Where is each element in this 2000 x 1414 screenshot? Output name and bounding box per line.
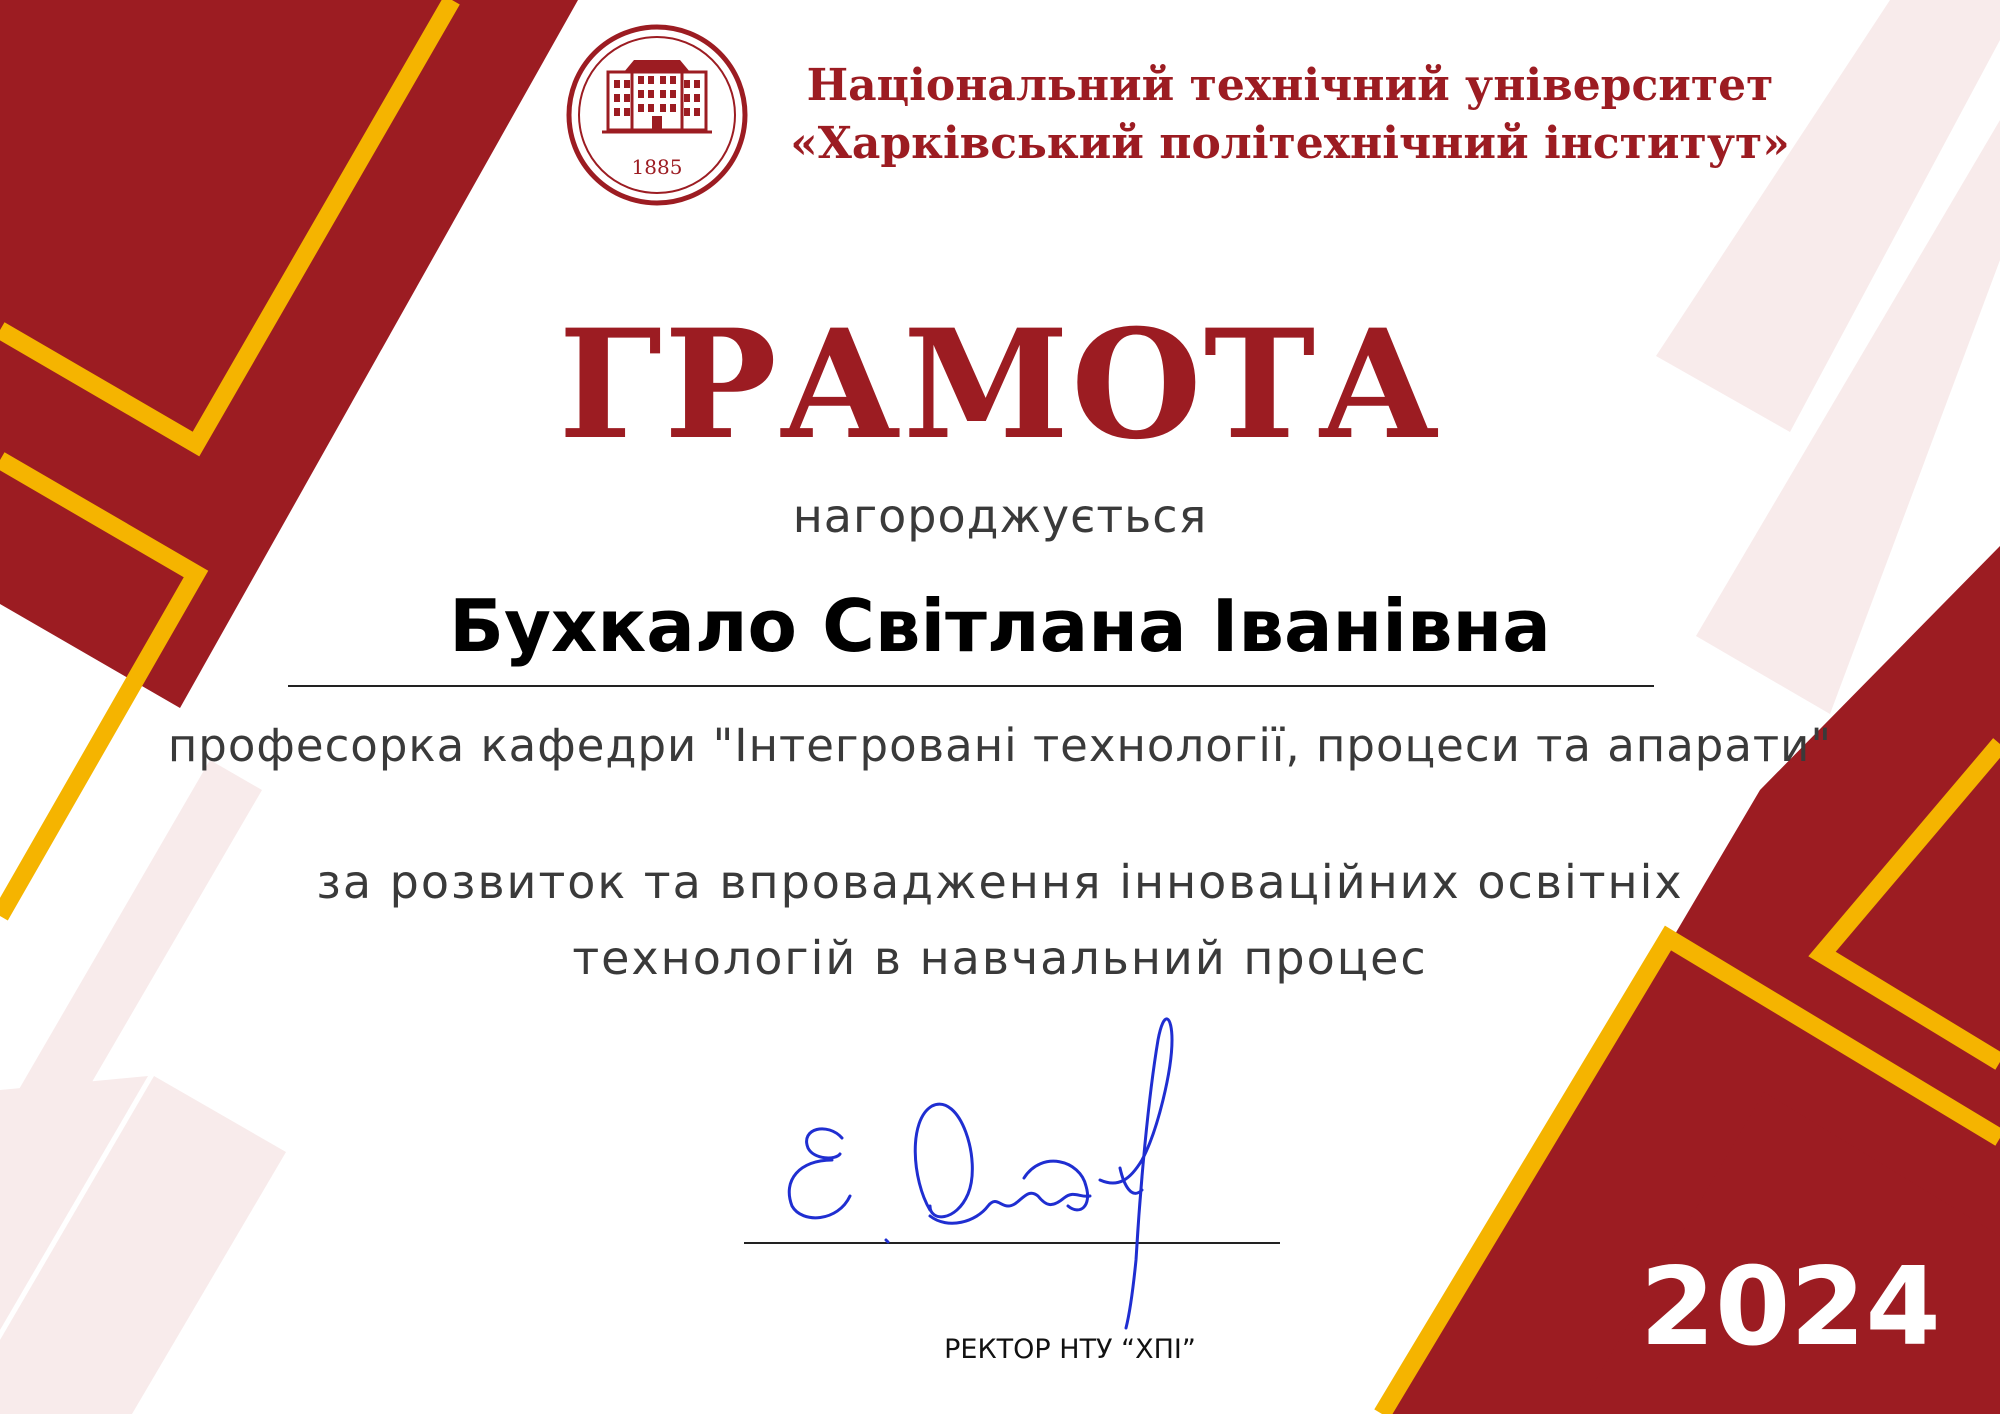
award-reason-line2: технологій в навчальний процес bbox=[572, 931, 1428, 985]
university-name-line2: «Харківський політехнічний інститут» bbox=[790, 118, 1790, 169]
signer-title: РЕКТОР НТУ “ХПІ” bbox=[944, 1334, 1196, 1365]
award-reason-line1: за розвиток та впровадження інноваційних освітніх bbox=[316, 855, 1684, 909]
certificate-year: 2024 bbox=[1640, 1245, 1941, 1370]
name-underline bbox=[288, 685, 1654, 687]
rector-signature bbox=[780, 1010, 1230, 1340]
seal-year: 1885 bbox=[631, 155, 683, 179]
recipient-name: Бухкало Світлана Іванівна bbox=[449, 584, 1551, 668]
certificate-title: ГРАМОТА bbox=[558, 297, 1442, 473]
university-name-line1: Національний технічний університет bbox=[806, 60, 1774, 111]
university-seal-logo bbox=[566, 24, 748, 206]
recipient-position: професорка кафедри "Інтегровані технології, процеси та апарати" bbox=[167, 719, 1833, 772]
awarded-text: нагороджується bbox=[792, 489, 1208, 543]
